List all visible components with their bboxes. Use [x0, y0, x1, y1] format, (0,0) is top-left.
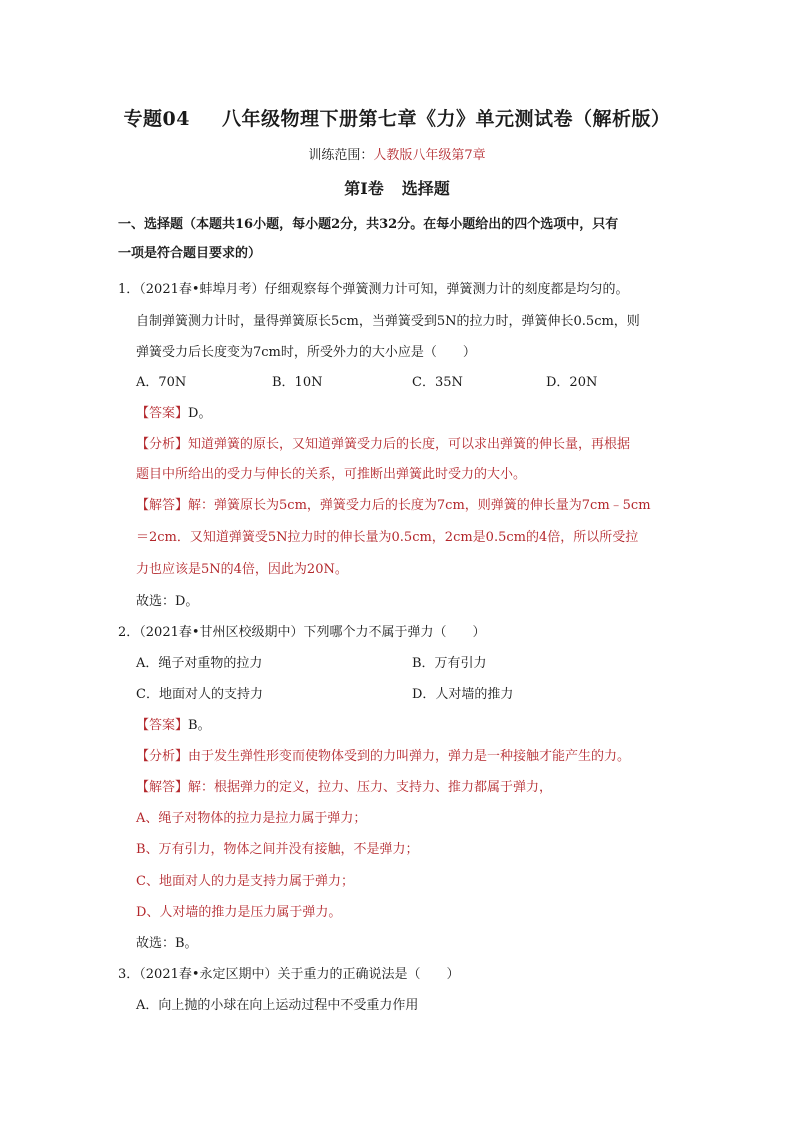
- analysis-text: 由于发生弹性形变而使物体受到的力叫弹力，弹力是一种接触才能产生的力。: [188, 749, 631, 764]
- q1-option-a: A．70N: [136, 375, 187, 390]
- range-label: 训练范围：: [308, 148, 374, 163]
- solution-text: 解：弹簧原长为5cm，弹簧受力后的长度为7cm，则弹簧的伸长量为7cm﹣5cm: [188, 498, 651, 513]
- q1-stem-line-3: 弹簧受力后长度变为7cm时，所受外力的大小应是（ ）: [136, 345, 476, 360]
- q2-option-a: A．绳子对重物的拉力: [136, 656, 263, 671]
- solution-tag: 【解答】: [136, 780, 189, 795]
- analysis-text: 知道弹簧的原长，又知道弹簧受力后的长度，可以求出弹簧的伸长量，再根据: [188, 437, 631, 452]
- q2-solution-c: C、地面对人的力是支持力属于弹力；: [136, 874, 354, 889]
- q2-answer: [136, 717, 211, 735]
- solution-tag: 【解答】: [136, 498, 189, 513]
- q1-option-d: D．20N: [546, 375, 598, 390]
- q1-solution-line-2: ＝2cm．又知道弹簧受5N拉力时的伸长量为0.5cm，2cm是0.5cm的4倍，所以所受拉: [136, 530, 639, 545]
- solution-text: 解：根据弹力的定义，拉力、压力、支持力、推力都属于弹力，: [188, 780, 553, 795]
- q2-choose: 故选：B。: [136, 936, 198, 951]
- section-name: 选择题: [401, 179, 450, 198]
- q1-option-b: B．10N: [272, 375, 323, 390]
- answer-tag: 【答案】: [136, 718, 189, 733]
- q2-option-b: B．万有引力: [412, 656, 487, 671]
- answer-value: D。: [188, 406, 212, 421]
- q2-solution-b: B、万有引力，物体之间并没有接触，不是弹力；: [136, 842, 419, 857]
- instructions-line-1: 一、选择题（本题共16小题，每小题2分，共32分。在每小题给出的四个选项中，只有: [118, 217, 619, 232]
- q2-solution-a: A、绳子对物体的拉力是拉力属于弹力；: [136, 811, 367, 826]
- q2-stem: 2．（2021春•甘州区校级期中）下列哪个力不属于弹力（ ）: [118, 625, 486, 640]
- analysis-tag: 【分析】: [136, 437, 189, 452]
- title-main: 八年级物理下册第七章《力》单元测试卷（解析版）: [221, 108, 671, 130]
- q1-choose: 故选：D。: [136, 594, 199, 609]
- range-value: 人教版八年级第7章: [373, 148, 486, 163]
- title-prefix: 专题04: [123, 108, 190, 130]
- analysis-tag: 【分析】: [136, 749, 189, 764]
- q1-analysis-line-2: 题目中所给出的受力与伸长的关系，可推断出弹簧此时受力的大小。: [136, 467, 527, 482]
- answer-tag: 【答案】: [136, 406, 189, 421]
- q1-solution-line-1: [136, 497, 651, 515]
- q3-stem: 3．（2021春•永定区期中）关于重力的正确说法是（ ）: [118, 967, 460, 982]
- section-heading: [0, 176, 794, 199]
- q2-option-d: D．人对墙的推力: [412, 687, 514, 702]
- q1-option-c: C．35N: [412, 375, 463, 390]
- q3-option-a: A．向上抛的小球在向上运动过程中不受重力作用: [136, 998, 419, 1013]
- answer-value: B。: [188, 718, 211, 733]
- training-range: [0, 144, 794, 163]
- q1-solution-line-3: 力也应该是5N的4倍，因此为20N。: [136, 562, 348, 577]
- q2-solution-d: D、人对墙的推力是压力属于弹力。: [136, 905, 342, 920]
- q2-solution-line-1: [136, 779, 552, 797]
- section-part: 第Ⅰ卷: [344, 179, 384, 198]
- q1-analysis-line-1: [136, 436, 630, 454]
- q1-stem-line-2: 自制弹簧测力计时，量得弹簧原长5cm，当弹簧受到5N的拉力时，弹簧伸长0.5cm，则: [136, 314, 640, 329]
- q2-option-c: C．地面对人的支持力: [136, 687, 263, 702]
- instructions-line-2: 一项是符合题目要求的）: [118, 246, 262, 261]
- document-title: [0, 104, 794, 131]
- q1-answer: [136, 405, 211, 423]
- q2-analysis: [136, 748, 630, 766]
- q1-stem-line-1: 1．（2021春•蚌埠月考）仔细观察每个弹簧测力计可知，弹簧测力计的刻度都是均匀的。: [118, 282, 629, 297]
